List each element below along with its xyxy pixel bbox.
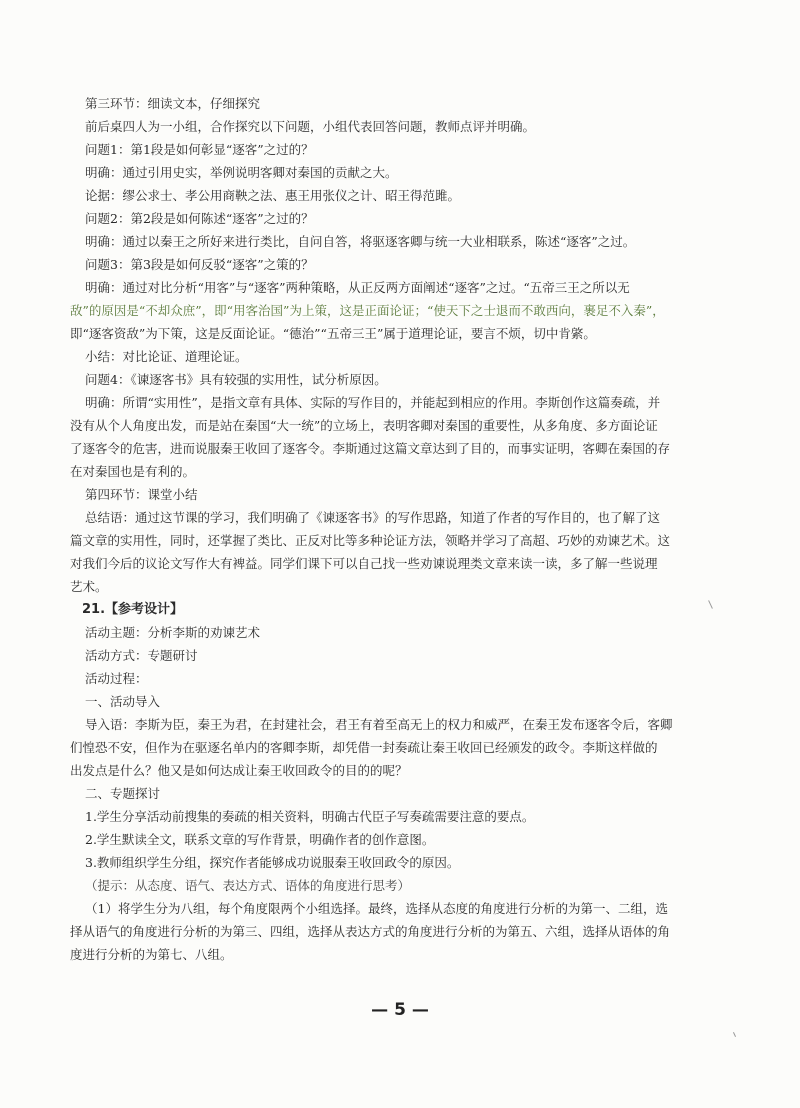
answer-3-line-3: 即“逐客资敌”为下策，这是反面论证。“德治”“五帝三王”属于道理论证，要言不烦，切中肯綮。 bbox=[70, 326, 596, 341]
answer-3-line-1: 明确：通过对比分析“用客”与“逐客”两种策略，从正反两方面阐述“逐客”之过。“五帝三王之所以无 bbox=[85, 280, 630, 295]
question-2: 问题2：第2段是如何陈述“逐客”之过的？ bbox=[85, 211, 314, 226]
conclusion-line-1: 总结语：通过这节课的学习，我们明确了《谏逐客书》的写作思路，知道了作者的写作目的，也了解了这 bbox=[85, 510, 661, 525]
answer-4-line-1: 明确：所谓“实用性”，是指文章有具体、实际的写作目的，并能起到相应的作用。李斯创作这篇奏疏，并 bbox=[85, 395, 661, 410]
conclusion-line-2: 篇文章的实用性，同时，还掌握了类比、正反对比等多种论证方法，领略并学习了高超、巧妙的劝谏艺术。这 bbox=[70, 533, 671, 548]
question-1: 问题1：第1段是如何彰显“逐客”之过的？ bbox=[85, 142, 314, 157]
section-heading-3: 第三环节：细读文本，仔细探究 bbox=[85, 96, 261, 111]
scan-mark bbox=[733, 1032, 736, 1037]
intro-line-2: 们惶恐不安，但作为在驱逐名单内的客卿李斯，却凭借一封奏疏让秦王收回已经颁发的政令。李斯这样做的 bbox=[70, 740, 658, 755]
hint-line: （提示：从态度、语气、表达方式、语体的角度进行思考） bbox=[85, 878, 411, 893]
activity-method: 活动方式：专题研讨 bbox=[85, 648, 198, 663]
answer-1: 明确：通过引用史实，举例说明客卿对秦国的贡献之大。 bbox=[85, 165, 398, 180]
step-2: 2.学生默读全文，联系文章的写作背景，明确作者的创作意图。 bbox=[85, 832, 435, 847]
step-3: 3.教师组织学生分组，探究作者能够成功说服秦王收回政令的原因。 bbox=[85, 855, 460, 870]
page-number: — 5 — bbox=[371, 1000, 429, 1020]
answer-3-line-2: 敌”的原因是“不却众庶”，即“用客治国”为上策，这是正面论证；“使天下之士退而不敢西向，裹足不入秦”， bbox=[70, 303, 665, 318]
summary-line: 小结：对比论证、道理论证。 bbox=[85, 349, 248, 364]
step-1: 1.学生分享活动前搜集的奏疏的相关资料，明确古代臣子写奏疏需要注意的要点。 bbox=[85, 809, 535, 824]
answer-2: 明确：通过以秦王之所好来进行类比，自问自答，将驱逐客卿与统一大业相联系，陈述“逐客”之过。 bbox=[85, 234, 636, 249]
page-content bbox=[70, 92, 725, 966]
grouping-line-1: （1）将学生分为八组，每个角度限两个小组选择。最终，选择从态度的角度进行分析的为第一、二组，选 bbox=[85, 901, 668, 916]
evidence-line: 论据：缪公求士、孝公用商鞅之法、惠王用张仪之计、昭王得范雎。 bbox=[85, 188, 461, 203]
activity-theme: 活动主题：分析李斯的劝谏艺术 bbox=[85, 625, 261, 640]
grouping-line-3: 度进行分析的为第七、八组。 bbox=[70, 947, 233, 962]
grouping-line-2: 择从语气的角度进行分析的为第三、四组，选择从表达方式的角度进行分析的为第五、六组，选择从语体的角 bbox=[70, 924, 671, 939]
conclusion-line-3: 对我们今后的议论文写作大有裨益。同学们课下可以自己找一些劝谏说理类文章来读一读，多了解一些说理 bbox=[70, 556, 658, 571]
reference-design-heading: 21.【参考设计】 bbox=[82, 602, 184, 617]
question-3: 问题3：第3段是如何反驳“逐客”之策的？ bbox=[85, 257, 314, 272]
answer-4-line-3: 了逐客令的危害，进而说服秦王收回了逐客令。李斯通过这篇文章达到了目的，而事实证明，客卿在秦国的存 bbox=[70, 441, 671, 456]
part-1-heading: 一、活动导入 bbox=[85, 694, 161, 709]
intro-line-3: 出发点是什么？他又是如何达成让秦王收回政令的目的的呢？ bbox=[70, 763, 408, 778]
activity-process: 活动过程： bbox=[85, 671, 148, 686]
part-2-heading: 二、专题探讨 bbox=[85, 786, 161, 801]
question-4: 问题4：《谏逐客书》具有较强的实用性，试分析原因。 bbox=[85, 372, 387, 387]
section-heading-4: 第四环节：课堂小结 bbox=[85, 487, 198, 502]
conclusion-line-4: 艺术。 bbox=[70, 579, 108, 594]
answer-4-line-4: 在对秦国也是有利的。 bbox=[70, 464, 196, 479]
paragraph-line: 前后桌四人为一小组，合作探究以下问题，小组代表回答问题，教师点评并明确。 bbox=[85, 119, 536, 134]
intro-line-1: 导入语：李斯为臣，秦王为君，在封建社会，君王有着至高无上的权力和威严，在秦王发布逐客令后，客卿 bbox=[85, 717, 673, 732]
answer-4-line-2: 没有从个人角度出发，而是站在秦国“大一统”的立场上，表明客卿对秦国的重要性，从多角度、多方面论证 bbox=[70, 418, 658, 433]
